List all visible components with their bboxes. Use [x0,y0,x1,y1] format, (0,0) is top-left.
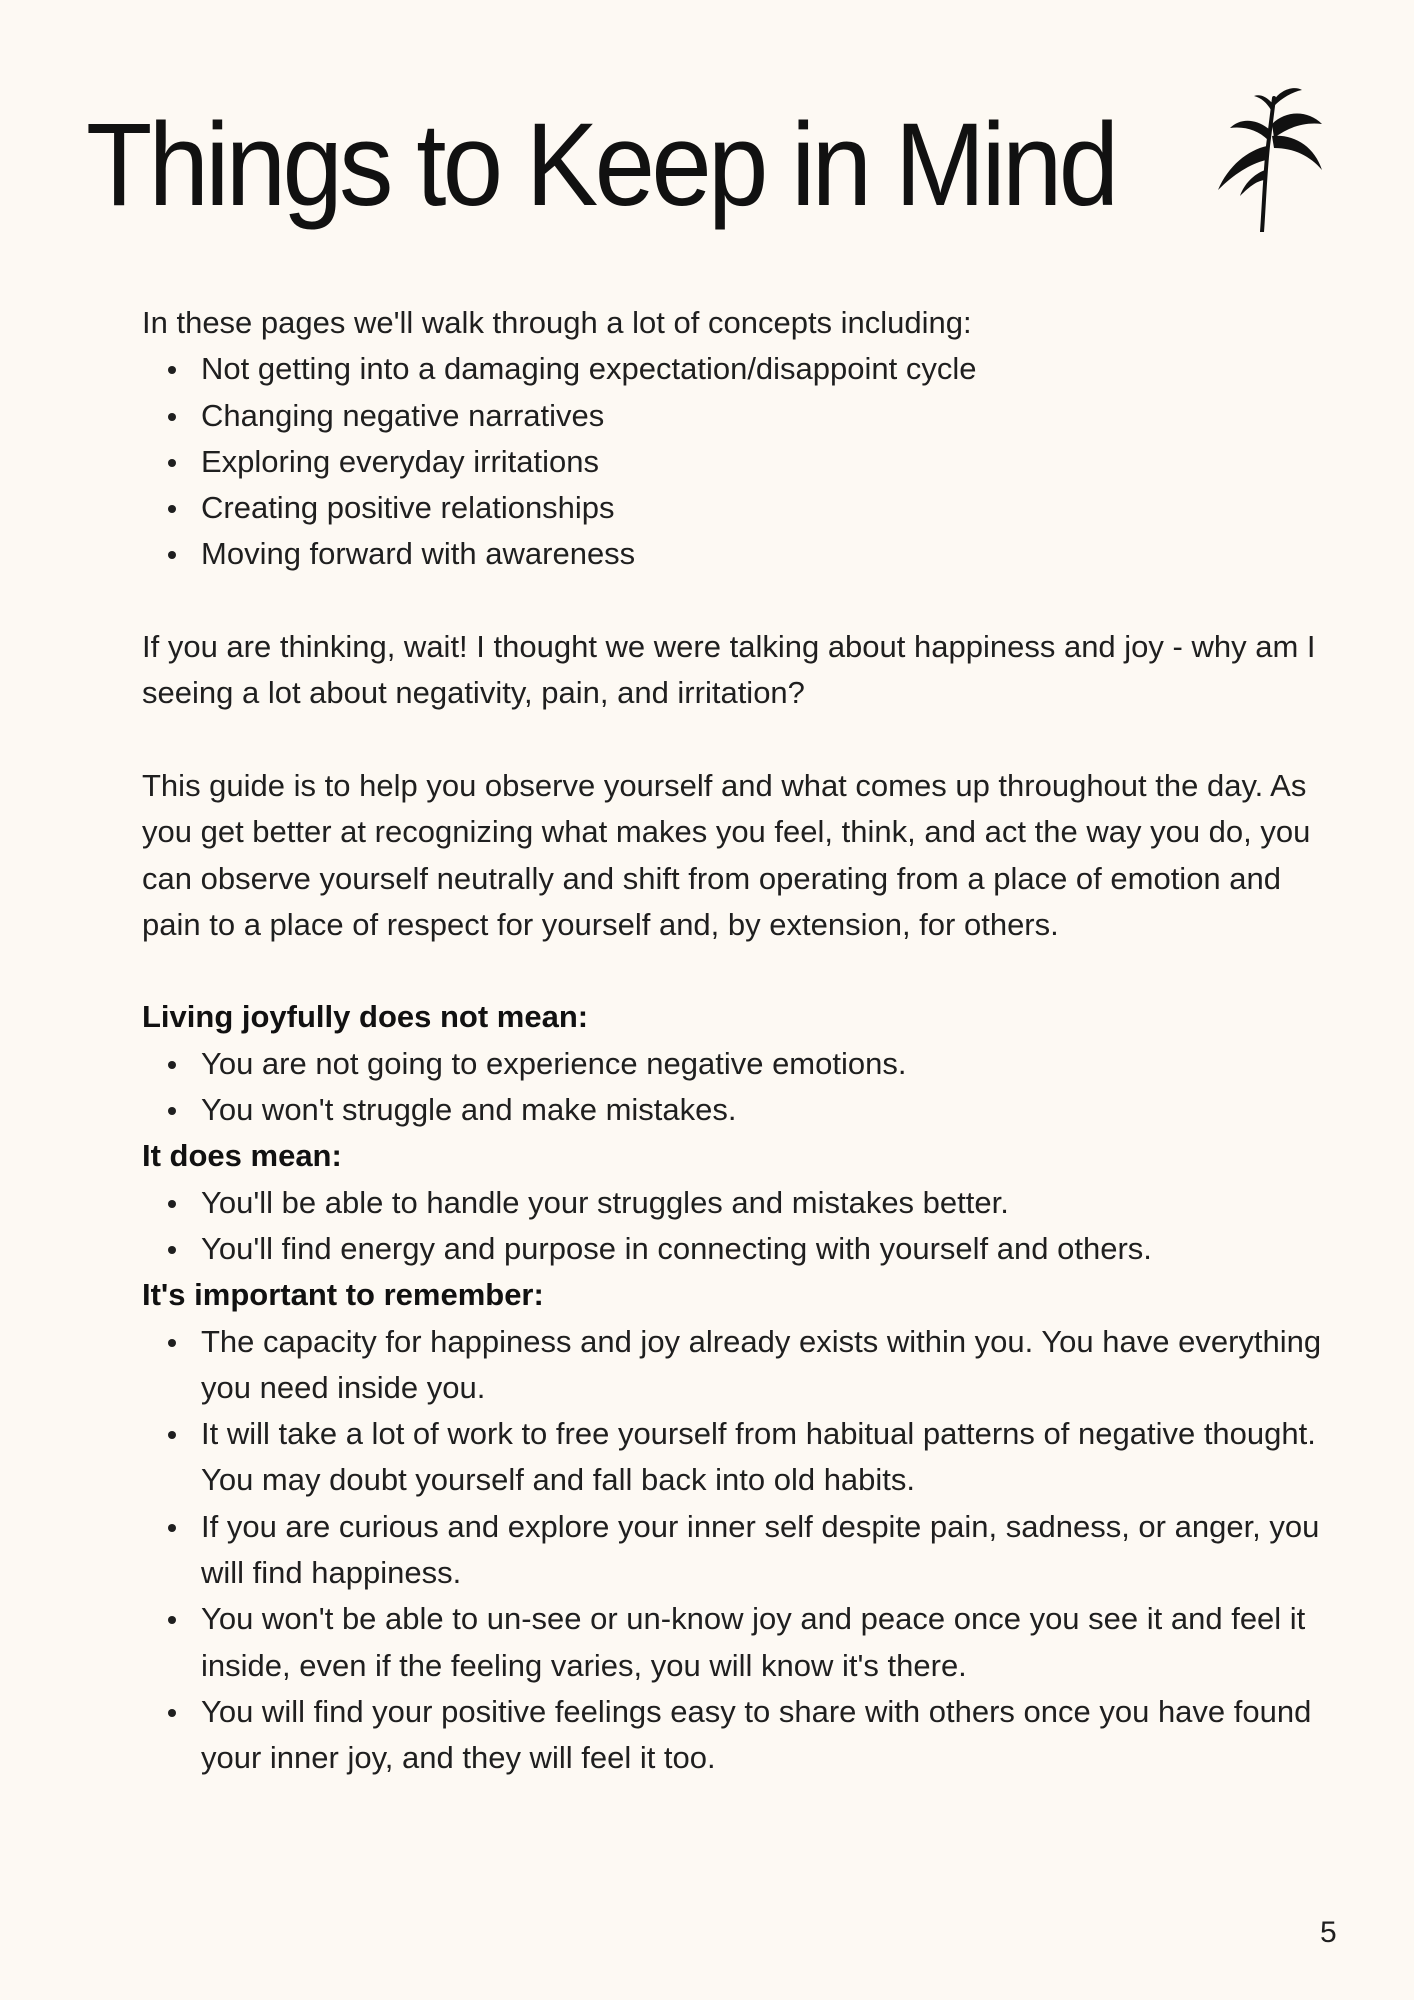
plant-sprout-icon [1210,84,1330,232]
list-item: Not getting into a damaging expectation/disappoint cycle [201,346,1332,392]
list-item: If you are curious and explore your inner self despite pain, sadness, or anger, you will find happiness. [201,1504,1332,1597]
guide-paragraph: This guide is to help you observe yourself and what comes up throughout the day. As you get better at recognizing what makes you feel, think, and act the way you do, you can observe yourself neutrally and shift from operating from a place of emotion and pain to a place of respect for yourself and, by extension, for others. [142,767,1311,942]
question-paragraph: If you are thinking, wait! I thought we were talking about happiness and joy - why am I seeing a lot about negativity, pain, and irritation? [142,629,1316,711]
list-item: The capacity for happiness and joy already exists within you. You have everything you need inside you. [201,1319,1332,1412]
list-item: Exploring everyday irritations [201,439,1332,485]
list-item: It will take a lot of work to free yourself from habitual patterns of negative thought. You may doubt yourself and fall back into old habits. [201,1411,1332,1504]
concepts-list [142,346,1332,577]
not-mean-list [142,1041,1332,1134]
list-item: You won't struggle and make mistakes. [201,1087,1332,1133]
remember-list [142,1319,1332,1782]
remember-heading: It's important to remember: [142,1277,544,1313]
does-mean-heading: It does mean: [142,1138,342,1174]
list-item: You'll be able to handle your struggles and mistakes better. [201,1180,1332,1226]
not-mean-heading: Living joyfully does not mean: [142,999,589,1035]
list-item: You are not going to experience negative emotions. [201,1041,1332,1087]
intro-lead: In these pages we'll walk through a lot of concepts including: [142,305,972,340]
main-content [142,300,1332,1782]
list-item: Moving forward with awareness [201,531,1332,577]
does-mean-list [142,1180,1332,1273]
list-item: Creating positive relationships [201,485,1332,531]
list-item: You will find your positive feelings easy to share with others once you have found your inner joy, and they will feel it too. [201,1689,1332,1782]
page-number: 5 [1320,1916,1337,1949]
list-item: You'll find energy and purpose in connecting with yourself and others. [201,1226,1332,1272]
list-item: Changing negative narratives [201,393,1332,439]
page-title: Things to Keep in Mind [86,99,1116,231]
list-item: You won't be able to un-see or un-know joy and peace once you see it and feel it inside, even if the feeling varies, you will know it's there. [201,1596,1332,1689]
